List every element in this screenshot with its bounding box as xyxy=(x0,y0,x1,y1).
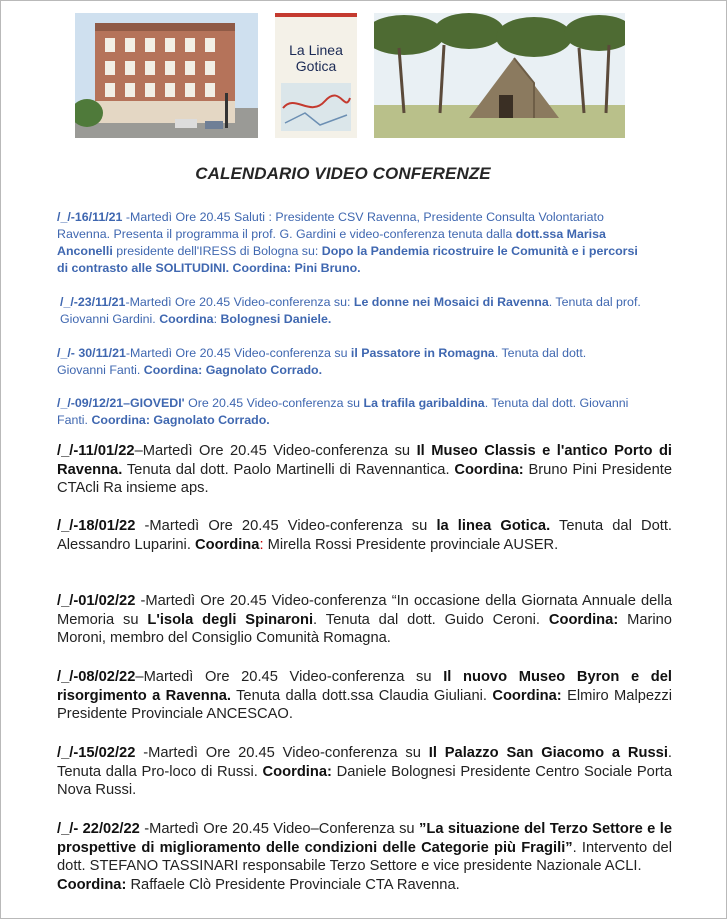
pine-hut-photo xyxy=(374,13,625,138)
entry-text: -Martedì Ore 20.45 Video-conferenza “In occasione della Giornata Annuale della Memoria su xyxy=(57,593,672,628)
entry-topic: la linea Gotica. xyxy=(436,518,551,534)
entry-text: -Martedì Ore 20.45 Video–Conferenza su xyxy=(139,821,419,837)
entry-date: /_/-18/01/22 xyxy=(57,518,136,534)
entry-coord-name: Bolognesi Daniele. xyxy=(220,312,332,326)
entry-coord-sep: : xyxy=(213,312,221,326)
entry-date: /_/-09/12/21 xyxy=(57,396,124,410)
entry-08-02-22 xyxy=(57,668,672,724)
entry-text: . Tenuta dal dott. Giovanni Fanti. xyxy=(57,396,629,427)
entry-text: . Tenuta dal dott. Giovanni Fanti. xyxy=(57,346,587,377)
entry-coord-sep: : xyxy=(259,536,264,553)
entry-topic: ”La situazione del Terzo Settore e le prospettive di miglioramento delle condizioni delle Categorie più Fragili” xyxy=(57,821,672,856)
entry-coord-label: Coordina xyxy=(194,536,260,553)
entry-coord-name: Elmiro Malpezzi Presidente Provinciale ANCESCAO. xyxy=(57,687,673,722)
entry-topic: La trafila garibaldina xyxy=(363,396,485,410)
book-title-2: Gotica xyxy=(295,58,337,74)
entry-topic: Il nuovo Museo Byron e del risorgimento a Ravenna. xyxy=(57,669,672,704)
entry-coord-label: Coordina: xyxy=(548,611,619,628)
entry-topic: Il Palazzo San Giacomo a Russi xyxy=(428,745,668,761)
entry-day: –GIOVEDI' xyxy=(123,396,185,410)
entry-11-01-22 xyxy=(57,442,672,498)
entry-coord-label: Coordina xyxy=(159,312,214,326)
entry-coord-name: Marino Moroni, membro del Consiglio Comunità Romagna. xyxy=(57,611,672,646)
entry-22-02-22 xyxy=(57,820,672,894)
entry-coord-name: Raffaele Clò Presidente Provinciale CTA Ravenna. xyxy=(126,876,460,893)
entry-text: -Martedì Ore 20.45 Video-conferenza su: xyxy=(125,295,354,309)
entry-date: /_/-01/02/22 xyxy=(57,593,136,609)
entry-coord-label: Coordina: xyxy=(57,876,127,893)
entry-topic: Dopo la Pandemia ricostruire le Comunità e i percorsi di contrasto alle SOLITUDINI. Coordina: Pini Bruno. xyxy=(57,244,638,275)
book-cover xyxy=(275,13,357,138)
entry-date: /_/-23/11/21 xyxy=(60,295,126,309)
entry-coord-label: Coordina: xyxy=(262,763,332,780)
entry-text: -Martedì Ore 20.45 Saluti : Presidente CSV Ravenna, Presidente Consulta Volontariato Ravenna. Presenta il programma il prof. G. Gardini e video-conferenza tenuta dalla xyxy=(57,210,604,241)
entry-speaker: dott.ssa Marisa Anconelli xyxy=(57,227,606,258)
entry-text: -Martedì Ore 20.45 Video-conferenza su xyxy=(135,518,437,534)
entry-coord-label: Coordina: xyxy=(454,461,524,478)
entry-text: -Martedì Ore 20.45 Video-conferenza su xyxy=(125,346,351,360)
entry-topic: Le donne nei Mosaici di Ravenna xyxy=(353,295,549,309)
entry-date: /_/-15/02/22 xyxy=(57,745,136,761)
entry-text: . Tenuta dal prof. Giovanni Gardini. xyxy=(60,295,641,326)
entry-30-11-21 xyxy=(57,345,632,379)
entry-date: /_/- 30/11/21 xyxy=(57,346,126,360)
entry-23-11-21 xyxy=(60,294,650,328)
entry-topic: il Passatore in Romagna xyxy=(350,346,495,360)
entry-15-02-22 xyxy=(57,744,672,800)
entry-01-02-22 xyxy=(57,592,672,648)
entry-topic: Il Museo Classis e l'antico Porto di Ravenna. xyxy=(57,443,673,478)
building-photo xyxy=(75,13,258,138)
entry-text: Tenuta dal dott. Paolo Martinelli di Ravennantica. xyxy=(122,461,455,478)
entry-coord: Coordina: Gagnolato Corrado. xyxy=(143,363,323,377)
entry-text: . Intervento del dott. STEFANO TASSINARI responsabile Terzo Settore e vice presidente Nazionale ACLI. xyxy=(57,839,672,874)
entry-text: –Martedì Ore 20.45 Video-conferenza su xyxy=(135,669,444,685)
entry-date: /_/-16/11/21 xyxy=(57,210,123,224)
entry-text: . Tenuta dalla Pro-loco di Russi. xyxy=(57,745,672,780)
entry-text: –Martedì Ore 20.45 Video-conferenza su xyxy=(134,443,417,459)
entry-text: Tenuta dalla dott.ssa Claudia Giuliani. xyxy=(230,687,493,704)
entry-text: -Martedì Ore 20.45 Video-conferenza su xyxy=(135,745,429,761)
book-title-1: La Linea xyxy=(289,42,343,58)
entry-text: presidente dell'IRESS di Bologna su: xyxy=(112,244,322,258)
entry-coord-label: Coordina: xyxy=(492,687,562,704)
entry-text: . Tenuta dal dott. Guido Ceroni. xyxy=(313,611,549,628)
entry-text: Tenuta dal Dott. Alessandro Luparini. xyxy=(57,518,672,553)
page-title: CALENDARIO VIDEO CONFERENZE xyxy=(195,164,491,183)
entry-coord-name: Mirella Rossi Presidente provinciale AUSER. xyxy=(263,536,559,553)
entry-18-01-22 xyxy=(57,517,672,554)
entry-date: /_/-11/01/22 xyxy=(57,443,135,459)
entry-date: /_/- 22/02/22 xyxy=(57,821,140,837)
entry-09-12-21 xyxy=(57,395,632,429)
entry-date: /_/-08/02/22 xyxy=(57,669,136,685)
entry-coord-name: Daniele Bolognesi Presidente Centro Sociale Porta Nova Russi. xyxy=(57,763,672,798)
entry-text: Ore 20.45 Video-conferenza su xyxy=(184,396,364,410)
entry-16-11-21 xyxy=(57,209,647,277)
entry-topic: L'isola degli Spinaroni xyxy=(147,611,314,628)
entry-coord-name: Bruno Pini Presidente CTAcli Ra insieme aps. xyxy=(57,461,672,496)
entry-coord: Coordina: Gagnolato Corrado. xyxy=(91,413,270,427)
